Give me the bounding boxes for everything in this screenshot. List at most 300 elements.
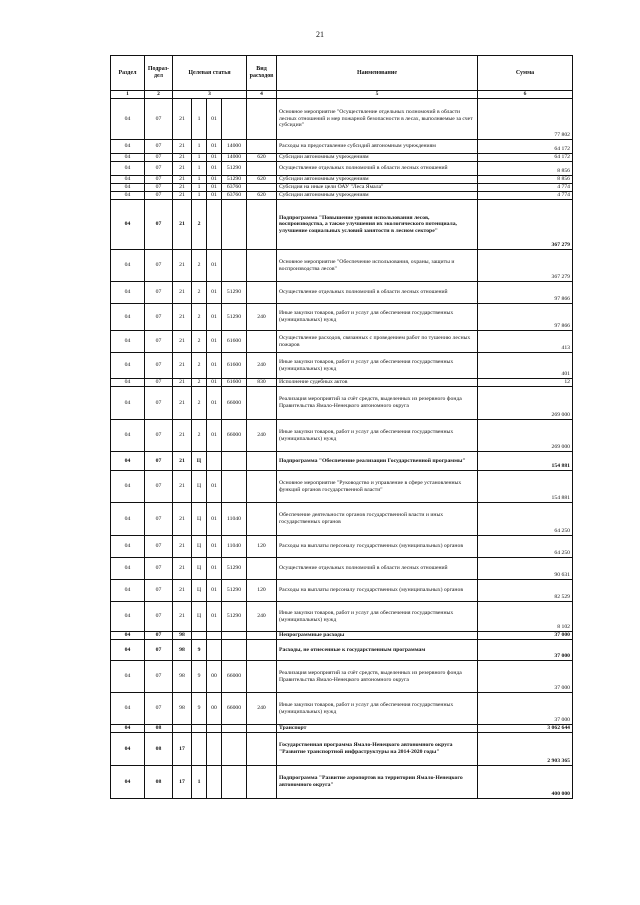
cell-sum: 64 172	[478, 140, 573, 154]
table-row	[111, 661, 573, 693]
cell-target-direction: 51290	[222, 580, 247, 602]
cell-name: Осуществление отдельных полномочий в области лесных отношений	[277, 162, 478, 176]
table-row	[111, 200, 573, 250]
cell-target-program: 21	[173, 154, 192, 162]
cell-name: Государственная программа Ямало-Ненецкого автономного округа "Развитие транспортной инфраструктуры на 2014-2020 годы"	[277, 733, 478, 766]
cell-sum: 3 062 644	[478, 725, 573, 733]
cell-expense-type	[247, 733, 277, 766]
cell-sum: 8 856	[478, 162, 573, 176]
table-row	[111, 452, 573, 471]
cell-razdel: 04	[111, 602, 145, 632]
table-row	[111, 304, 573, 331]
cell-target-subprogram: Ц	[192, 471, 207, 503]
cell-razdel: 04	[111, 282, 145, 304]
table-row	[111, 558, 573, 580]
cell-expense-type	[247, 99, 277, 140]
cell-target-direction: 61600	[222, 331, 247, 353]
table-row	[111, 387, 573, 420]
cell-target-event	[207, 733, 222, 766]
column-number: 1	[111, 91, 145, 99]
cell-sum: 12	[478, 379, 573, 387]
cell-target-subprogram: 2	[192, 353, 207, 379]
cell-target-event: 01	[207, 602, 222, 632]
cell-name: Обеспечение деятельности органов государственной власти и иных государственных органов	[277, 503, 478, 536]
table-row	[111, 140, 573, 154]
cell-razdel: 04	[111, 99, 145, 140]
cell-name: Иные закупки товаров, работ и услуг для обеспечения государственных (муниципальных) нужд	[277, 602, 478, 632]
cell-name: Субсидия на иные цели ОАУ "Леса Ямала"	[277, 184, 478, 192]
table-row	[111, 693, 573, 725]
header-vid: Вид расходов	[247, 56, 277, 91]
cell-sum: 4 774	[478, 184, 573, 192]
table-row	[111, 184, 573, 192]
cell-target-subprogram	[192, 632, 207, 640]
cell-razdel: 04	[111, 661, 145, 693]
cell-target-subprogram: Ц	[192, 558, 207, 580]
table-row	[111, 353, 573, 379]
cell-podrazdel: 07	[145, 379, 173, 387]
cell-target-event: 01	[207, 353, 222, 379]
cell-target-direction: 51290	[222, 282, 247, 304]
cell-name: Расходы на выплаты персоналу государственных (муниципальных) органов	[277, 536, 478, 558]
cell-razdel: 04	[111, 452, 145, 471]
cell-target-event: 01	[207, 176, 222, 184]
cell-target-program: 21	[173, 536, 192, 558]
header-podrazdel: Подраз-дел	[145, 56, 173, 91]
cell-name: Осуществление отдельных полномочий в области лесных отношений	[277, 282, 478, 304]
cell-sum: 401	[478, 353, 573, 379]
cell-sum: 2 903 365	[478, 733, 573, 766]
cell-target-event	[207, 725, 222, 733]
cell-expense-type	[247, 140, 277, 154]
cell-expense-type: 240	[247, 353, 277, 379]
cell-sum: 90 631	[478, 558, 573, 580]
cell-target-program: 98	[173, 661, 192, 693]
cell-expense-type	[247, 661, 277, 693]
cell-sum: 97 866	[478, 282, 573, 304]
cell-podrazdel: 07	[145, 304, 173, 331]
cell-target-subprogram: 9	[192, 661, 207, 693]
cell-razdel: 04	[111, 250, 145, 282]
cell-target-event: 01	[207, 250, 222, 282]
cell-target-subprogram	[192, 725, 207, 733]
cell-podrazdel: 07	[145, 536, 173, 558]
cell-podrazdel: 07	[145, 503, 173, 536]
cell-target-subprogram: 2	[192, 282, 207, 304]
cell-podrazdel: 08	[145, 725, 173, 733]
cell-target-direction: 14000	[222, 154, 247, 162]
cell-target-event: 00	[207, 661, 222, 693]
cell-podrazdel: 07	[145, 184, 173, 192]
cell-sum: 269 000	[478, 420, 573, 452]
cell-target-subprogram: 1	[192, 192, 207, 200]
cell-expense-type: 120	[247, 536, 277, 558]
cell-razdel: 04	[111, 580, 145, 602]
table-row	[111, 331, 573, 353]
cell-target-direction: 51290	[222, 558, 247, 580]
cell-target-program: 21	[173, 162, 192, 176]
cell-target-subprogram: 9	[192, 640, 207, 661]
cell-sum: 37 000	[478, 632, 573, 640]
cell-expense-type	[247, 387, 277, 420]
cell-target-direction: 66000	[222, 387, 247, 420]
cell-name: Основное мероприятие "Осуществление отдельных полномочий в области лесных отношений и мер пожарной безопасности в лесах, выполняемые за счет субсидии"	[277, 99, 478, 140]
cell-podrazdel: 07	[145, 331, 173, 353]
cell-podrazdel: 07	[145, 661, 173, 693]
cell-expense-type	[247, 632, 277, 640]
cell-target-event: 01	[207, 387, 222, 420]
cell-target-event: 01	[207, 154, 222, 162]
header-sum: Сумма	[478, 56, 573, 91]
cell-target-program: 21	[173, 387, 192, 420]
cell-target-direction	[222, 640, 247, 661]
cell-sum: 4 774	[478, 192, 573, 200]
cell-razdel: 04	[111, 353, 145, 379]
cell-target-program: 21	[173, 353, 192, 379]
header-name: Наименование	[277, 56, 478, 91]
cell-name: Основное мероприятие "Руководство и управление в сфере установленных функций органов государственной власти"	[277, 471, 478, 503]
cell-target-subprogram: 1	[192, 184, 207, 192]
cell-podrazdel: 07	[145, 420, 173, 452]
cell-name: Субсидии автономным учреждениям	[277, 154, 478, 162]
table-row	[111, 162, 573, 176]
cell-expense-type	[247, 331, 277, 353]
cell-podrazdel: 07	[145, 387, 173, 420]
cell-target-direction	[222, 452, 247, 471]
table-row	[111, 580, 573, 602]
cell-target-program: 21	[173, 558, 192, 580]
cell-target-direction: 66000	[222, 693, 247, 725]
cell-target-direction: 51290	[222, 304, 247, 331]
cell-target-subprogram: 1	[192, 99, 207, 140]
cell-target-program: 21	[173, 452, 192, 471]
cell-podrazdel: 07	[145, 471, 173, 503]
cell-expense-type: 240	[247, 602, 277, 632]
cell-razdel: 04	[111, 176, 145, 184]
cell-podrazdel: 08	[145, 766, 173, 799]
cell-target-program: 21	[173, 580, 192, 602]
table-row	[111, 471, 573, 503]
cell-target-direction	[222, 725, 247, 733]
cell-target-event: 01	[207, 140, 222, 154]
cell-razdel: 04	[111, 693, 145, 725]
cell-target-subprogram: Ц	[192, 602, 207, 632]
cell-sum: 97 866	[478, 304, 573, 331]
cell-name: Основное мероприятие "Обеспечение использования, охраны, защиты и воспроизводства лесов"	[277, 250, 478, 282]
cell-target-event: 01	[207, 192, 222, 200]
cell-target-subprogram: 1	[192, 162, 207, 176]
cell-name: Иные закупки товаров, работ и услуг для обеспечения государственных (муниципальных) нужд	[277, 693, 478, 725]
cell-target-program: 21	[173, 99, 192, 140]
cell-sum: 77 802	[478, 99, 573, 140]
cell-target-direction	[222, 471, 247, 503]
table-row	[111, 536, 573, 558]
cell-target-direction	[222, 733, 247, 766]
cell-target-direction: 61600	[222, 353, 247, 379]
cell-target-program: 17	[173, 766, 192, 799]
cell-sum: 8 856	[478, 176, 573, 184]
cell-target-direction: 63760	[222, 184, 247, 192]
cell-podrazdel: 07	[145, 192, 173, 200]
cell-sum: 154 881	[478, 452, 573, 471]
cell-target-direction: 51290	[222, 176, 247, 184]
column-number: 5	[277, 91, 478, 99]
cell-target-event	[207, 766, 222, 799]
cell-target-direction: 66000	[222, 661, 247, 693]
cell-name: Исполнение судебных актов	[277, 379, 478, 387]
cell-name: Подпрограмма "Повышение уровня использования лесов, воспроизводства, а также улучшения их экологического потенциала, улучшение социальных условий занятости в лесном секторе"	[277, 200, 478, 250]
table-header-row	[111, 56, 573, 91]
cell-target-direction	[222, 200, 247, 250]
cell-expense-type	[247, 640, 277, 661]
cell-razdel: 04	[111, 471, 145, 503]
cell-sum: 269 000	[478, 387, 573, 420]
table-row	[111, 632, 573, 640]
cell-sum: 400 000	[478, 766, 573, 799]
cell-podrazdel: 07	[145, 282, 173, 304]
cell-target-direction: 14000	[222, 140, 247, 154]
cell-target-event: 01	[207, 536, 222, 558]
table-body	[111, 99, 573, 799]
cell-target-subprogram: Ц	[192, 452, 207, 471]
cell-target-event: 01	[207, 331, 222, 353]
column-number: 6	[478, 91, 573, 99]
cell-target-program	[173, 725, 192, 733]
cell-name: Транспорт	[277, 725, 478, 733]
cell-razdel: 04	[111, 379, 145, 387]
cell-target-subprogram: 2	[192, 250, 207, 282]
cell-expense-type	[247, 184, 277, 192]
cell-expense-type	[247, 725, 277, 733]
table-row	[111, 725, 573, 733]
cell-target-subprogram: 1	[192, 140, 207, 154]
cell-target-direction	[222, 250, 247, 282]
cell-sum: 8 102	[478, 602, 573, 632]
column-number: 2	[145, 91, 173, 99]
cell-target-subprogram: 1	[192, 766, 207, 799]
cell-name: Расходы на выплаты персоналу государственных (муниципальных) органов	[277, 580, 478, 602]
cell-target-program: 21	[173, 331, 192, 353]
cell-target-direction: 66000	[222, 420, 247, 452]
cell-razdel: 04	[111, 304, 145, 331]
cell-target-event: 01	[207, 162, 222, 176]
cell-target-event: 01	[207, 304, 222, 331]
cell-sum: 154 881	[478, 471, 573, 503]
cell-target-program: 21	[173, 200, 192, 250]
table-row	[111, 192, 573, 200]
cell-razdel: 04	[111, 192, 145, 200]
cell-target-direction	[222, 632, 247, 640]
cell-target-event: 01	[207, 580, 222, 602]
cell-expense-type: 240	[247, 304, 277, 331]
cell-target-event: 01	[207, 420, 222, 452]
cell-target-program: 98	[173, 693, 192, 725]
cell-razdel: 04	[111, 331, 145, 353]
cell-target-direction	[222, 766, 247, 799]
cell-podrazdel: 07	[145, 693, 173, 725]
cell-expense-type: 620	[247, 154, 277, 162]
cell-target-subprogram: 2	[192, 304, 207, 331]
cell-name: Подпрограмма "Обеспечение реализации Государственной программы"	[277, 452, 478, 471]
cell-razdel: 04	[111, 558, 145, 580]
cell-target-program: 21	[173, 420, 192, 452]
cell-target-subprogram: 2	[192, 379, 207, 387]
cell-name: Осуществление расходов, связанных с проведением работ по тушению лесных пожаров	[277, 331, 478, 353]
cell-podrazdel: 07	[145, 200, 173, 250]
budget-table	[110, 55, 573, 799]
cell-expense-type	[247, 250, 277, 282]
table-row	[111, 420, 573, 452]
cell-sum: 367 279	[478, 200, 573, 250]
column-number-row	[111, 91, 573, 99]
cell-target-event: 01	[207, 379, 222, 387]
table-row	[111, 99, 573, 140]
table-row	[111, 640, 573, 661]
cell-target-subprogram: Ц	[192, 580, 207, 602]
cell-name: Расходы, не отнесенные к государственным программам	[277, 640, 478, 661]
cell-sum: 37 000	[478, 693, 573, 725]
cell-target-program: 21	[173, 503, 192, 536]
table-row	[111, 282, 573, 304]
cell-target-program: 21	[173, 379, 192, 387]
table-row	[111, 176, 573, 184]
cell-target-event: 01	[207, 184, 222, 192]
table-row	[111, 503, 573, 536]
cell-target-subprogram: 1	[192, 154, 207, 162]
cell-target-subprogram: 9	[192, 693, 207, 725]
cell-expense-type	[247, 766, 277, 799]
column-number: 4	[247, 91, 277, 99]
table-row	[111, 733, 573, 766]
cell-name: Иные закупки товаров, работ и услуг для обеспечения государственных (муниципальных) нужд	[277, 353, 478, 379]
cell-sum: 413	[478, 331, 573, 353]
cell-expense-type	[247, 452, 277, 471]
cell-target-event	[207, 640, 222, 661]
cell-podrazdel: 07	[145, 353, 173, 379]
cell-expense-type: 240	[247, 420, 277, 452]
cell-razdel: 04	[111, 140, 145, 154]
cell-podrazdel: 08	[145, 733, 173, 766]
cell-target-event: 00	[207, 693, 222, 725]
cell-podrazdel: 07	[145, 632, 173, 640]
column-number: 3	[173, 91, 247, 99]
cell-target-subprogram: 2	[192, 420, 207, 452]
cell-name: Субсидии автономным учреждениям	[277, 192, 478, 200]
cell-target-subprogram: 1	[192, 176, 207, 184]
cell-podrazdel: 07	[145, 250, 173, 282]
cell-razdel: 04	[111, 733, 145, 766]
cell-target-event: 01	[207, 471, 222, 503]
cell-name: Осуществление отдельных полномочий в области лесных отношений	[277, 558, 478, 580]
cell-name: Субсидии автономным учреждениям	[277, 176, 478, 184]
cell-razdel: 04	[111, 632, 145, 640]
cell-name: Реализация мероприятий за счёт средств, выделенных из резервного фонда Правительства Ямало-Ненецкого автономного округа	[277, 387, 478, 420]
cell-podrazdel: 07	[145, 99, 173, 140]
cell-target-subprogram	[192, 733, 207, 766]
table-row	[111, 154, 573, 162]
cell-expense-type: 830	[247, 379, 277, 387]
cell-razdel: 04	[111, 725, 145, 733]
cell-name: Расходы на предоставление субсидий автономным учреждениям	[277, 140, 478, 154]
cell-target-event	[207, 452, 222, 471]
cell-target-program: 98	[173, 632, 192, 640]
cell-target-subprogram: 2	[192, 331, 207, 353]
cell-sum: 64 172	[478, 154, 573, 162]
cell-expense-type: 620	[247, 176, 277, 184]
cell-razdel: 04	[111, 184, 145, 192]
cell-sum: 64 250	[478, 536, 573, 558]
cell-target-event: 01	[207, 503, 222, 536]
cell-name: Подпрограмма "Развитие аэропортов на территории Ямало-Ненецкого автономного округа"	[277, 766, 478, 799]
cell-target-event: 01	[207, 558, 222, 580]
table-row	[111, 602, 573, 632]
cell-sum: 37 000	[478, 640, 573, 661]
cell-target-program: 21	[173, 176, 192, 184]
cell-target-direction: 63760	[222, 192, 247, 200]
cell-podrazdel: 07	[145, 162, 173, 176]
page-number: 21	[316, 30, 324, 39]
cell-target-program: 17	[173, 733, 192, 766]
cell-sum: 367 279	[478, 250, 573, 282]
cell-name: Иные закупки товаров, работ и услуг для обеспечения государственных (муниципальных) нужд	[277, 304, 478, 331]
table-row	[111, 379, 573, 387]
cell-expense-type: 620	[247, 192, 277, 200]
cell-razdel: 04	[111, 420, 145, 452]
cell-razdel: 04	[111, 766, 145, 799]
cell-target-subprogram: Ц	[192, 536, 207, 558]
cell-target-direction: 11040	[222, 536, 247, 558]
cell-target-direction: 61600	[222, 379, 247, 387]
cell-razdel: 04	[111, 162, 145, 176]
cell-sum: 64 250	[478, 503, 573, 536]
cell-target-subprogram: Ц	[192, 503, 207, 536]
cell-podrazdel: 07	[145, 140, 173, 154]
cell-target-subprogram: 2	[192, 387, 207, 420]
cell-expense-type	[247, 471, 277, 503]
cell-target-subprogram: 2	[192, 200, 207, 250]
cell-razdel: 04	[111, 154, 145, 162]
cell-razdel: 04	[111, 640, 145, 661]
cell-podrazdel: 07	[145, 154, 173, 162]
cell-sum: 37 000	[478, 661, 573, 693]
cell-expense-type: 240	[247, 693, 277, 725]
cell-target-program: 21	[173, 602, 192, 632]
cell-podrazdel: 07	[145, 640, 173, 661]
cell-razdel: 04	[111, 387, 145, 420]
cell-sum: 82 529	[478, 580, 573, 602]
cell-expense-type	[247, 503, 277, 536]
cell-target-program: 21	[173, 250, 192, 282]
table-row	[111, 766, 573, 799]
cell-expense-type: 120	[247, 580, 277, 602]
cell-target-event: 01	[207, 99, 222, 140]
cell-target-program: 21	[173, 140, 192, 154]
cell-razdel: 04	[111, 503, 145, 536]
cell-expense-type	[247, 558, 277, 580]
cell-target-program: 98	[173, 640, 192, 661]
cell-target-event	[207, 200, 222, 250]
cell-podrazdel: 07	[145, 580, 173, 602]
header-celevaya: Целевая статья	[173, 56, 247, 91]
cell-razdel: 04	[111, 536, 145, 558]
cell-target-direction	[222, 99, 247, 140]
cell-podrazdel: 07	[145, 176, 173, 184]
cell-expense-type	[247, 282, 277, 304]
cell-podrazdel: 07	[145, 452, 173, 471]
cell-target-direction: 51290	[222, 602, 247, 632]
cell-expense-type	[247, 162, 277, 176]
cell-target-program: 21	[173, 184, 192, 192]
